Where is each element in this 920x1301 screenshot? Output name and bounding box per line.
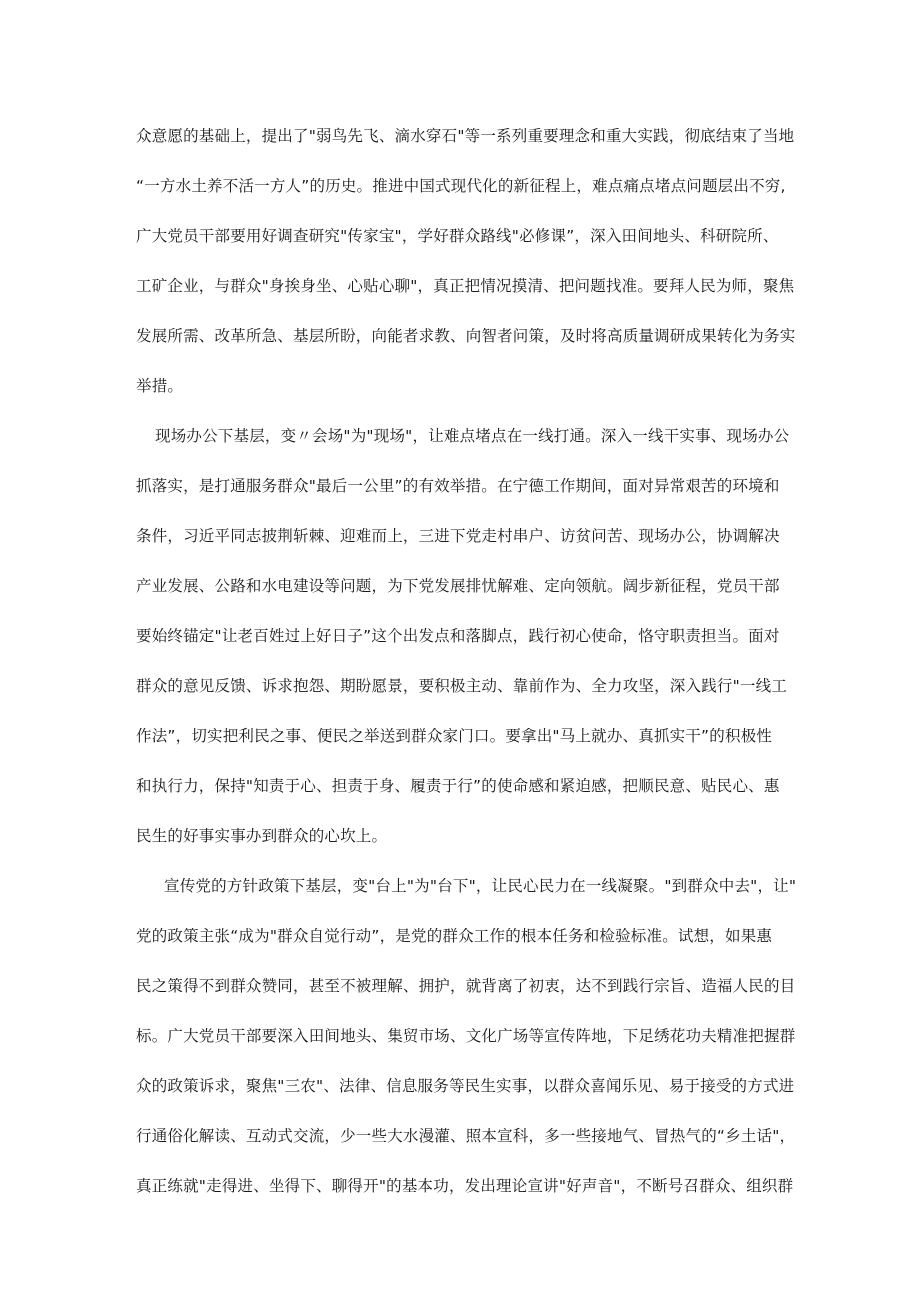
text-line: 工矿企业，与群众"身挨身坐、心贴心聊"，真正把情况摸清、把问题找准。要拜人民为师，聚焦	[136, 277, 795, 295]
text-line: 民生的好事实事办到群众的心坎上。	[136, 827, 388, 845]
text-line: 发展所需、改革所急、基层所盼，向能者求教、向智者问策，及时将高质量调研成果转化为务实	[136, 327, 796, 345]
text-line: 抓落实，是打通服务群众"最后一公里”的有效举措。在宁德工作期间，面对异常艰苦的环境和	[136, 477, 780, 495]
text-line: 众意愿的基础上，提出了"弱鸟先飞、滴水穿石"等一系列重要理念和重大实践，彻底结束了当地	[136, 127, 795, 145]
text-line: 民之策得不到群众赞同，甚至不被理解、拥护，就背离了初衷，达不到践行宗旨、造福人民的目	[136, 977, 796, 995]
text-line: 和执行力，保持"知责于心、担责于身、履责于行”的使命感和紧迫感，把顺民意、贴民心、惠	[136, 777, 780, 795]
text-line: 举措。	[136, 377, 184, 395]
text-line: 广大党员干部要用好调查研究"传家宝"，学好群众路线"必修课”，深入田间地头、科研院所、	[136, 227, 779, 245]
text-line: 标。广大党员干部要深入田间地头、集贸市场、文化广场等宣传阵地，下足绣花功夫精准把握群	[136, 1027, 796, 1045]
text-line: 众的政策诉求，聚焦"三农"、法律、信息服务等民生实事，以群众喜闻乐见、易于接受的方式进	[136, 1077, 795, 1095]
text-line: 条件，习近平同志披荆斩棘、迎难而上，三进下党走村串户、访贫问苦、现场办公，协调解决	[136, 527, 780, 545]
text-line: 群众的意见反馈、诉求抱怨、期盼愿景，要积极主动、靠前作为、全力攻坚，深入践行"一线工	[136, 677, 788, 695]
text-line: 要始终锚定"让老百姓过上好日子”这个出发点和落脚点，践行初心使命，恪守职责担当。面对	[136, 627, 780, 645]
text-line: 真正练就"走得进、坐得下、聊得开"的基本功，发出理论宣讲"好声音"，不断号召群众、组织群	[136, 1177, 794, 1195]
paragraph-start-line: 现场办公下基层，变〃会场"为"现场"，让难点堵点在一线打通。深入一线干实事、现场办公	[155, 427, 790, 445]
text-line: 党的政策主张“成为"群众自觉行动”，是党的群众工作的根本任务和检验标准。试想，如果惠	[136, 927, 773, 945]
text-line: 产业发展、公路和水电建设等问题，为下党发展排忧解难、定向领航。阔步新征程，党员干部	[136, 577, 780, 595]
text-line: 行通俗化解读、互动式交流，少一些大水漫灌、照本宣科，多一些接地气、冒热气的“乡土话"，	[136, 1127, 796, 1145]
paragraph-start-line: 宣传党的方针政策下基层，变"台上"为"台下"，让民心民力在一线凝聚。"到群众中去"，让"	[164, 877, 797, 895]
text-line: “一方水土养不活一方人”的历史。推进中国式现代化的新征程上，难点痛点堵点问题层出不穷,	[136, 177, 786, 195]
text-line: 作法”，切实把利民之事、便民之举送到群众家门口。要拿出"马上就办、真抓实干”的积极性	[136, 727, 773, 745]
